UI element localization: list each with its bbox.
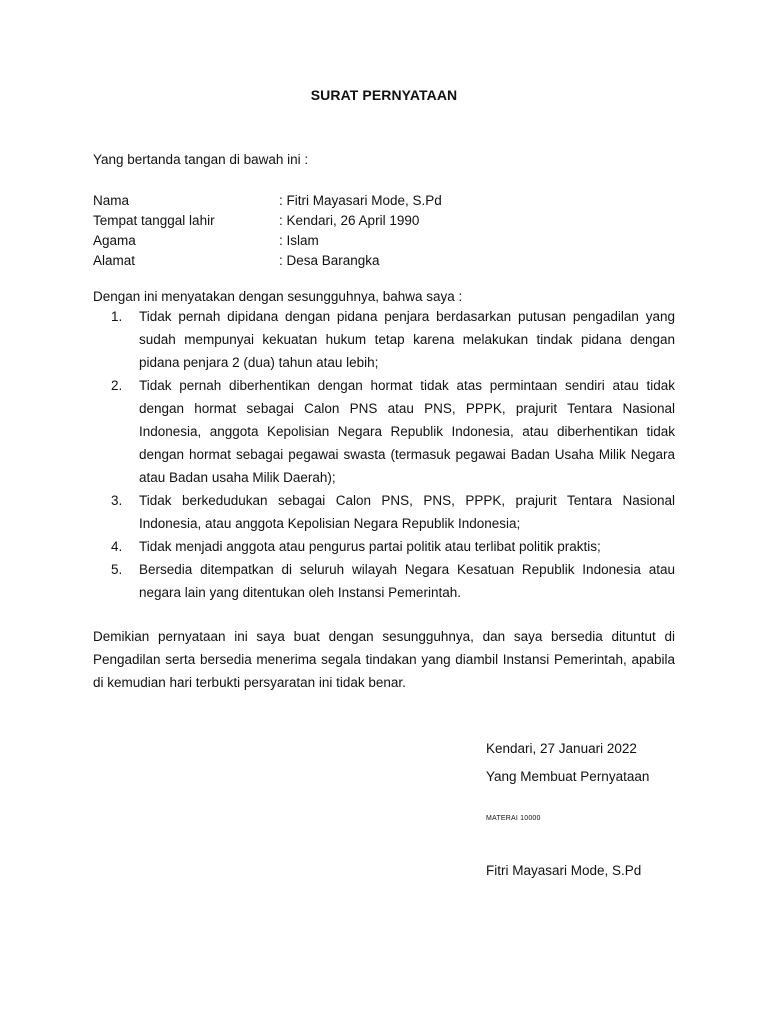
identity-value: : Islam xyxy=(279,233,319,248)
signature-place-date: Kendari, 27 Januari 2022 xyxy=(486,741,637,756)
list-text: Tidak berkedudukan sebagai Calon PNS, PNS, PPPK, prajurit Tentara Nasional Indonesia, atau anggota Kepolisian Negara Republik Indonesia; xyxy=(139,493,675,531)
identity-value: : Fitri Mayasari Mode, S.Pd xyxy=(279,193,442,208)
identity-label: Nama xyxy=(93,193,130,208)
list-number: 2. xyxy=(111,378,123,393)
declaration-intro: Dengan ini menyatakan dengan sesungguhnya, bahwa saya : xyxy=(93,289,463,304)
identity-block xyxy=(93,191,442,271)
identity-value: : Kendari, 26 April 1990 xyxy=(279,213,420,228)
identity-row-name xyxy=(93,191,442,211)
list-text: Tidak pernah diberhentikan dengan hormat tidak atas permintaan sendiri atau tidak dengan hormat sebagai Calon PNS atau PNS, PPPK, prajurit Tentara Nasional Indonesia, anggota Kepolisian Negara Republik Indonesia, atau diberhentikan tidak dengan hormat sebagai pegawai swasta (termasuk pegawai Badan Usaha Milik Negara atau Badan usaha Milik Daerah); xyxy=(139,378,675,485)
identity-value: : Desa Barangka xyxy=(279,253,380,268)
list-item xyxy=(93,535,675,558)
list-number: 3. xyxy=(111,493,123,508)
list-item xyxy=(93,374,675,489)
identity-row-address xyxy=(93,251,442,271)
signatory-name: Fitri Mayasari Mode, S.Pd xyxy=(486,863,642,878)
list-item xyxy=(93,558,675,604)
list-number: 4. xyxy=(111,539,123,554)
list-number: 1. xyxy=(111,309,123,324)
identity-label: Agama xyxy=(93,233,136,248)
stamp-duty-label: MATERAI 10000 xyxy=(486,815,541,822)
list-text: Tidak menjadi anggota atau pengurus partai politik atau terlibat politik praktis; xyxy=(139,539,601,554)
closing-paragraph: Demikian pernyataan ini saya buat dengan sesungguhnya, dan saya bersedia dituntut di Pengadilan serta bersedia menerima segala tindakan yang diambil Instansi Pemerintah, apabila di kemudian hari terbukti persyaratan ini tidak benar. xyxy=(93,629,675,690)
identity-label: Alamat xyxy=(93,253,136,268)
list-text: Tidak pernah dipidana dengan pidana penjara berdasarkan putusan pengadilan yang sudah mempunyai kekuatan hukum tetap karena melakukan tindak pidana dengan pidana penjara 2 (dua) tahun atau lebih; xyxy=(139,309,675,370)
identity-label: Tempat tanggal lahir xyxy=(93,213,215,228)
identity-row-birth xyxy=(93,211,442,231)
list-text: Bersedia ditempatkan di seluruh wilayah Negara Kesatuan Republik Indonesia atau negara lain yang ditentukan oleh Instansi Pemerintah. xyxy=(139,562,675,600)
document-title: SURAT PERNYATAAN xyxy=(310,87,458,103)
list-item xyxy=(93,305,675,374)
identity-row-religion xyxy=(93,231,442,251)
list-number: 5. xyxy=(111,562,123,577)
intro-text: Yang bertanda tangan di bawah ini : xyxy=(93,152,309,167)
signature-role: Yang Membuat Pernyataan xyxy=(486,769,650,784)
list-item xyxy=(93,489,675,535)
statement-list xyxy=(93,305,675,604)
